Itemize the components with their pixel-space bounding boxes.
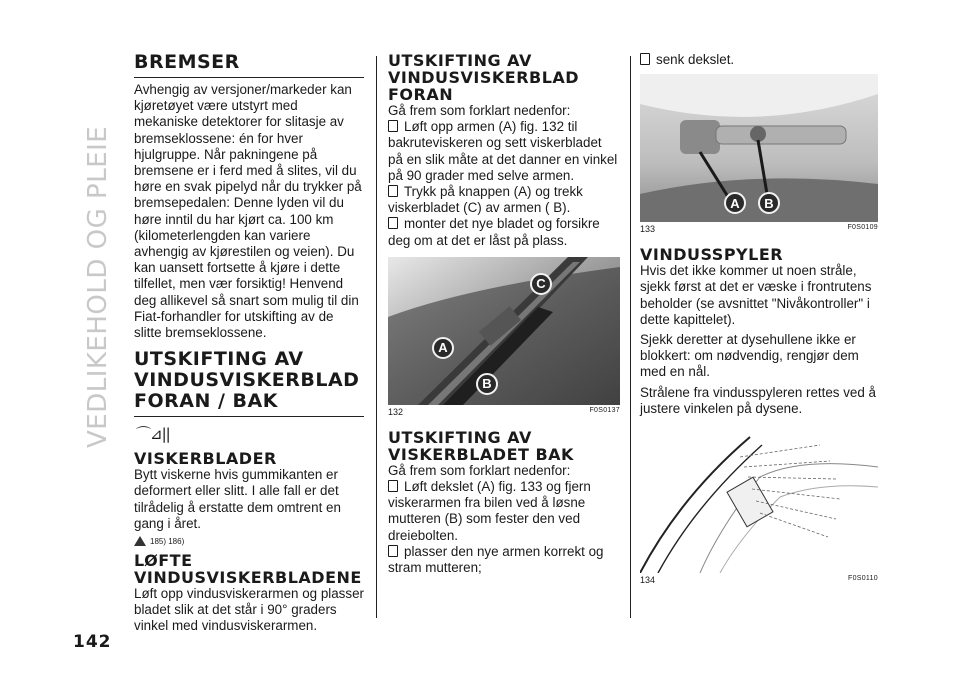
figure-number: 132 <box>388 406 404 417</box>
figure-134-caption <box>640 575 878 585</box>
figure-code: F0S0110 <box>848 575 878 583</box>
column-3 <box>640 52 878 585</box>
warning-triangle-icon <box>134 536 146 546</box>
section-title-foran: UTSKIFTING AV VINDUSVISKERBLAD FORAN <box>388 51 580 104</box>
label-a: A <box>724 192 746 214</box>
figure-133-caption <box>640 224 878 234</box>
wiper-arm-photo-132 <box>388 257 620 405</box>
figure-132-caption <box>388 407 620 417</box>
bak-step: plasser den nye armen korrekt og stram mutteren; <box>388 544 620 576</box>
figure-133 <box>640 74 878 234</box>
lofte-text: Løft opp vindusviskerarmen og plasser bladet slik at det står i 90° graders vinkel med vindusviskerarmen. <box>134 586 364 634</box>
column-divider <box>376 56 377 618</box>
spyler-text: Strålene fra vindusspyleren rettes ved å justere vinkelen på dysene. <box>640 384 876 416</box>
wiper-icon: ⌒⊿|| <box>136 425 170 444</box>
section-title-vindusspyler: VINDUSSPYLER <box>640 245 784 265</box>
column-1 <box>134 52 364 635</box>
foran-step: Løft opp armen (A) fig. 132 til bakruteviskeren og sett viskerbladet på en slik måte at det danner en vinkel på 90 grader med selve armen. <box>388 119 620 184</box>
page-number: 142 <box>73 632 112 652</box>
spyler-text: Hvis det ikke kommer ut noen stråle, sjekk først at det er væske i frontrutens beholder (se avsnittet "Nivåkontroller" i dette kapittelet). <box>640 263 872 327</box>
figure-132-image <box>388 257 620 405</box>
warning-refs <box>134 536 364 546</box>
bremser-text: Avhengig av versjoner/markeder kan kjøretøyet være utstyrt med mekaniske detektorer for slitasje av bremseklossene: én for hver hjulgruppe. Når pakningene på bremsene er i ferd med å slites, vil du høre en svak pipelyd når du trykker på bremsepedalen: Denne lyden vil du høre inntil du har kjørt ca. 100 km (kilometerlengden kan variere avhengig av kjørestilen og veien). Du kan uansett fortsette å kjøre i dette tilfellet, men vær forsiktig! Henvend deg allikevel så snart som mulig til din Fiat-forhandler for utskifting av de slitte bremseklossene. <box>134 82 362 341</box>
spyler-text: Sjekk deretter at dysehullene ikke er blokkert: om nødvendig, rengjør dem med en nål. <box>640 332 859 380</box>
figure-number: 134 <box>640 575 656 586</box>
foran-intro: Gå frem som forklart nedenfor: <box>388 103 571 118</box>
figure-134-image <box>640 427 878 573</box>
foran-step: Trykk på knappen (A) og trekk viskerbladet (C) av armen ( B). <box>388 184 620 216</box>
warning-refs-text: 185) 186) <box>150 536 185 546</box>
viskerblader-text: Bytt viskerne hvis gummikanten er deformert eller slitt. I alle fall er det tilrådelig å erstatte dem omtrent en gang i året. <box>134 467 341 531</box>
section-title-bremser: BREMSER <box>134 52 364 78</box>
cont-step: senk dekslet. <box>640 52 878 68</box>
section-title-lofte: LØFTE VINDUSVISKERBLADENE <box>134 551 362 588</box>
figure-number: 133 <box>640 224 656 235</box>
label-b: B <box>758 192 780 214</box>
column-2 <box>388 52 620 576</box>
label-c: C <box>530 273 552 295</box>
figure-134 <box>640 427 878 585</box>
bak-step: Løft dekslet (A) fig. 133 og fjern viskerarmen fra bilen ved å løsne mutteren (B) som fester den ved dreiebolten. <box>388 479 620 544</box>
label-a: A <box>432 337 454 359</box>
bak-intro: Gå frem som forklart nedenfor: <box>388 462 571 478</box>
figure-code: F0S0137 <box>589 406 620 414</box>
column-divider <box>630 56 631 618</box>
section-title-utskifting: UTSKIFTING AV VINDUSVISKERBLAD FORAN / BAK <box>134 349 364 417</box>
washer-nozzle-drawing-134 <box>640 427 878 573</box>
figure-133-image <box>640 74 878 222</box>
section-title-bak: UTSKIFTING AV VISKERBLADET BAK <box>388 427 574 464</box>
foran-step: monter det nye bladet og forsikre deg om at det er låst på plass. <box>388 216 620 248</box>
figure-132 <box>388 257 620 417</box>
section-title-viskerblader: VISKERBLADER <box>134 449 277 469</box>
chapter-side-title: VEDLIKEHOLD OG PLEIE <box>83 125 113 448</box>
label-b: B <box>476 373 498 395</box>
figure-code: F0S0109 <box>847 224 878 232</box>
